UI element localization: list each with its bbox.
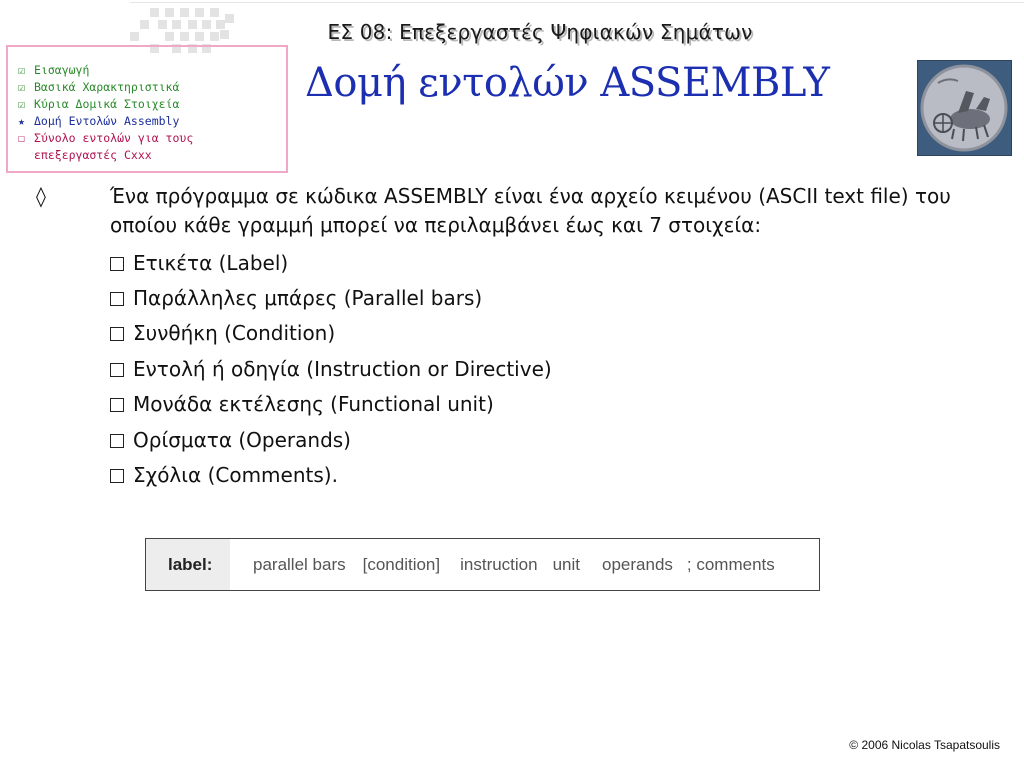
field-label: Ορίσματα (Operands) xyxy=(133,428,351,452)
toc-item-label: Δομή Εντολών Assembly xyxy=(34,114,180,128)
checked-box-icon: ☑ xyxy=(18,97,25,111)
field-label: Μονάδα εκτέλεσης (Functional unit) xyxy=(133,392,494,416)
table-of-contents xyxy=(6,45,288,173)
mosaic-tile xyxy=(158,20,167,29)
checked-box-icon: ☑ xyxy=(18,80,25,94)
intro-paragraph: Ένα πρόγραμμα σε κώδικα ASSEMBLY είναι ένα αρχείο κειμένου (ASCII text file) του οποίου κάθε γραμμή μπορεί να περιλαμβάνει έως και 7 στοιχεία: xyxy=(110,184,951,237)
toc-item-label: Εισαγωγή xyxy=(34,63,90,77)
top-rule xyxy=(130,2,1024,3)
mosaic-tile xyxy=(210,32,219,41)
coin-chariot-image xyxy=(917,60,1012,156)
field-label: Σχόλια (Comments). xyxy=(133,463,338,487)
star-icon: ★ xyxy=(18,114,25,128)
diamond-bullet-icon: ◊ xyxy=(36,184,46,208)
syntax-parallel-bars: parallel bars xyxy=(253,554,346,574)
toc-item-assembly[interactable] xyxy=(18,113,286,130)
toc-item-structure[interactable] xyxy=(18,96,286,113)
mosaic-tile xyxy=(140,20,149,29)
syntax-comments: ; comments xyxy=(686,554,775,574)
mosaic-tile xyxy=(165,32,174,41)
toc-item-label: Κύρια Δομικά Στοιχεία xyxy=(34,97,180,111)
field-item xyxy=(110,426,351,455)
field-item xyxy=(110,355,552,384)
syntax-label: label: xyxy=(146,539,230,590)
square-bullet-icon xyxy=(110,398,124,412)
mosaic-tile xyxy=(195,32,204,41)
coin-icon xyxy=(918,61,1011,155)
field-label: Παράλληλες μπάρες (Parallel bars) xyxy=(133,286,483,310)
mosaic-tile xyxy=(150,8,159,17)
checked-box-icon: ☑ xyxy=(18,63,25,77)
field-label: Συνθήκη (Condition) xyxy=(133,321,336,345)
mosaic-tile xyxy=(202,20,211,29)
square-bullet-icon xyxy=(110,327,124,341)
mosaic-tile xyxy=(195,8,204,17)
field-item xyxy=(110,249,288,278)
syntax-instruction: instruction xyxy=(460,554,538,574)
field-item xyxy=(110,284,482,313)
toc-item-continuation: επεξεργαστές Cxxx xyxy=(34,148,152,162)
square-bullet-icon xyxy=(110,292,124,306)
syntax-operands: operands xyxy=(602,554,673,574)
mosaic-tile xyxy=(188,20,197,29)
field-label: Ετικέτα (Label) xyxy=(133,251,289,275)
mosaic-tile xyxy=(216,20,225,29)
toc-item-features[interactable] xyxy=(18,79,286,96)
syntax-unit: unit xyxy=(552,554,581,574)
toc-item-instruction-set[interactable] xyxy=(18,130,286,147)
toc-item-intro[interactable] xyxy=(18,62,286,79)
mosaic-tile xyxy=(130,32,139,41)
mosaic-tile xyxy=(220,30,229,39)
course-header: ΕΣ 08: Επεξεργαστές Ψηφιακών Σημάτων xyxy=(327,20,753,44)
square-bullet-icon xyxy=(110,363,124,377)
field-item xyxy=(110,390,494,419)
field-item xyxy=(110,319,335,348)
field-label: Εντολή ή οδηγία (Instruction or Directive) xyxy=(133,357,552,381)
square-bullet-icon xyxy=(110,257,124,271)
toc-item-label: Σύνολο εντολών για τους xyxy=(34,131,194,145)
copyright-footer: © 2006 Nicolas Tsapatsoulis xyxy=(849,738,1000,752)
unchecked-box-icon: ☐ xyxy=(18,131,25,145)
toc-item-label: Βασικά Χαρακτηριστικά xyxy=(34,80,180,94)
square-bullet-icon xyxy=(110,469,124,483)
mosaic-tile xyxy=(180,8,189,17)
mosaic-tile xyxy=(225,14,234,23)
mosaic-tile xyxy=(172,20,181,29)
mosaic-tile xyxy=(210,8,219,17)
instruction-syntax-box xyxy=(145,538,820,591)
mosaic-tile xyxy=(165,8,174,17)
field-item xyxy=(110,461,338,490)
square-bullet-icon xyxy=(110,434,124,448)
syntax-condition: [condition] xyxy=(362,554,441,574)
slide-title: Δομή εντολών ASSEMBLY xyxy=(305,60,830,106)
mosaic-tile xyxy=(180,32,189,41)
